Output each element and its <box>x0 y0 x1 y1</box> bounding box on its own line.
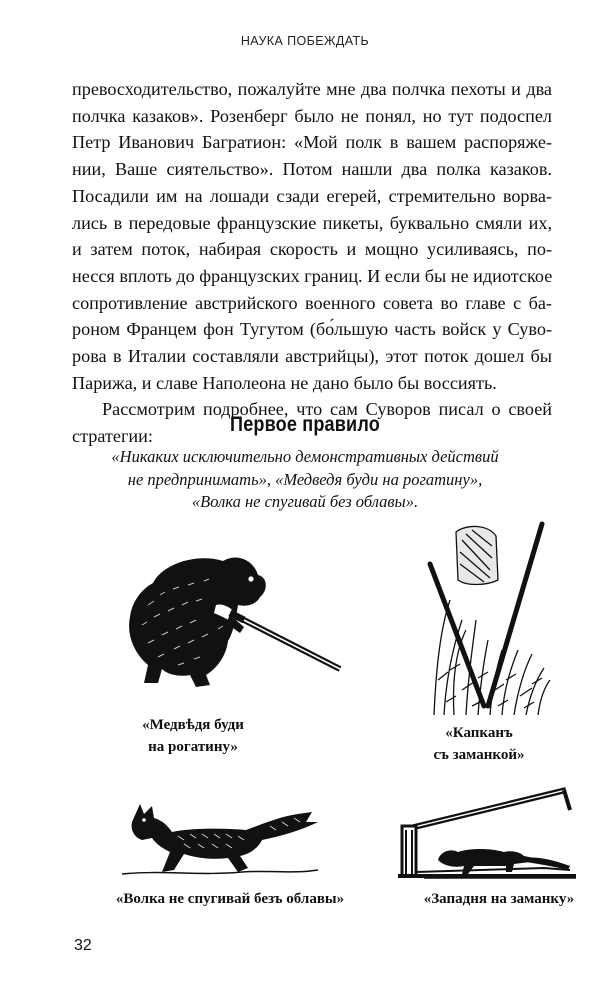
trap-in-grass-icon <box>426 520 554 715</box>
running-wolf-icon <box>122 800 322 878</box>
body-line: рова в Италии составляли австрийцы), этот поток дошел бы <box>72 346 552 367</box>
epigraph-quote <box>0 446 610 514</box>
body-line: Петр Иванович Багратион: «Мой полк в вашем распоряже- <box>72 132 552 153</box>
body-line: лись в передовые французские пикеты, буквально смяли их, <box>72 212 552 233</box>
body-line: Парижа, и славе Наполеона не дано было бы воссиять. <box>72 372 497 393</box>
caption-box-trap <box>414 888 584 910</box>
body-line: сопротивление австрийского военного совета во главе с ба- <box>72 292 552 313</box>
body-line: полчка казаков». Розенберг было не понял, но тут подоспел <box>72 105 552 126</box>
body-line: и затем поток, набирая скорость и мощно усиливаясь, по- <box>72 239 552 260</box>
caption-wolf <box>110 888 350 910</box>
quote-line: «Никаких исключительно демонстративных действий <box>111 447 499 466</box>
body-text <box>72 76 552 450</box>
body-line: Рассмотрим подробнее, что сам Суворов писал о своей <box>102 399 552 420</box>
caption-trap <box>424 722 534 766</box>
bear-with-spear-icon <box>118 545 350 695</box>
caption-bear <box>118 714 268 758</box>
body-line: стратегии: <box>72 426 153 447</box>
caption-line: «Капканъ <box>445 725 513 741</box>
body-line: Посадили им на лошади сзади егерей, стремительно ворва- <box>72 185 552 206</box>
caption-line: «Волка не спугивай безъ облавы» <box>115 891 345 907</box>
caption-line: «Западня на заманку» <box>423 891 575 907</box>
caption-line: съ заманкой» <box>433 747 525 763</box>
body-line: превосходительство, пожалуйте мне два полчка пехоты и два <box>72 79 552 99</box>
body-line: нии, Ваше сиятельство». Потом нашли два полка казаков. <box>72 159 552 180</box>
running-head: НАУКА ПОБЕЖДАТЬ <box>240 34 370 48</box>
caption-line: на рогатину» <box>148 739 238 755</box>
quote-line: «Волка не спугивай без облавы». <box>191 492 419 511</box>
body-line: несся вплоть до французских границ. И если бы не идиотское <box>72 265 553 286</box>
page-number: 32 <box>74 937 92 954</box>
section-title: Первое правило <box>230 413 380 436</box>
box-trap-icon <box>394 786 580 882</box>
body-line: роном Францем фон Тугутом (бо́льшую часть войск у Суво- <box>72 319 552 340</box>
quote-line: не предпринимать», «Медведя буди на рогатину», <box>127 469 483 489</box>
caption-line: «Медвѣдя буди <box>142 717 244 733</box>
